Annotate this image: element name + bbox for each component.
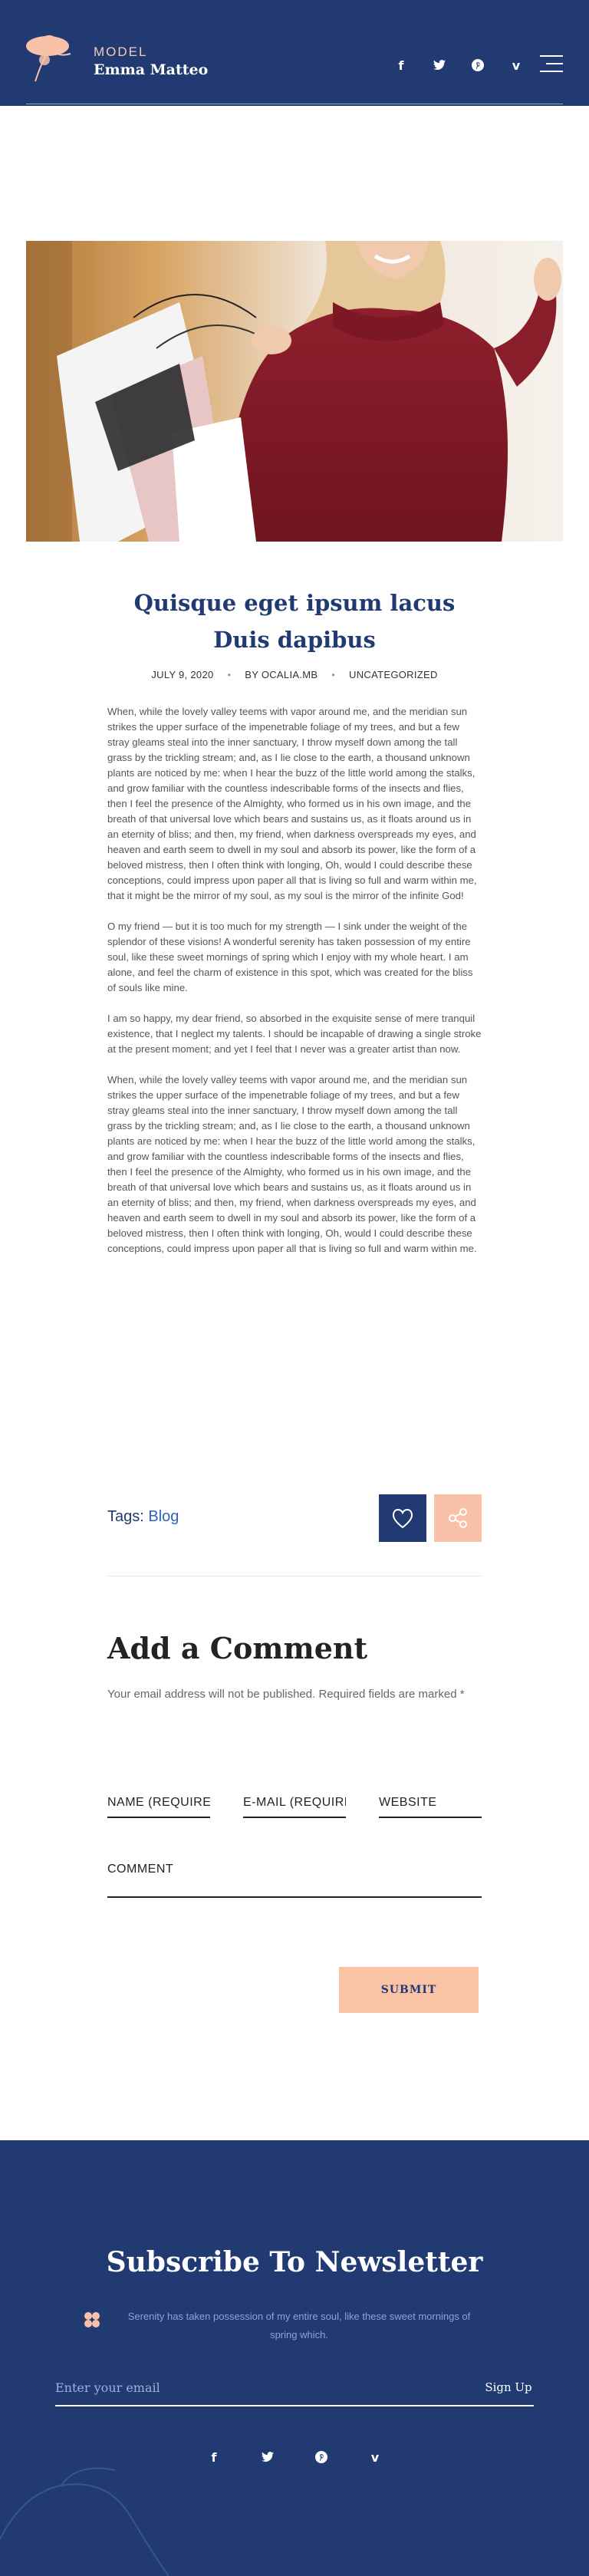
- post-title: Quisque eget ipsum lacus Duis dapibus: [133, 590, 456, 653]
- newsletter-title: Subscribe To Newsletter: [106, 2246, 483, 2278]
- post-featured-image: [26, 241, 563, 542]
- tags-label: Tags:: [107, 1508, 144, 1525]
- site-header: [0, 0, 589, 106]
- comment-textarea[interactable]: [107, 1863, 482, 1898]
- pinterest-icon[interactable]: [294, 2446, 348, 2469]
- brand-name[interactable]: Emma Matteo: [94, 61, 209, 78]
- email-input[interactable]: [243, 1789, 346, 1818]
- post-author[interactable]: BY OCALIA.MB: [245, 669, 318, 680]
- pinterest-icon[interactable]: [459, 54, 497, 77]
- post-paragraph: O my friend — but it is too much for my strength — I sink under the weight of the splendor of these visions! A wonderful serenity has taken possession of my entire soul, like these sweet mornings of spring which I enjoy with my whole heart. I am alone, and feel the charm of existence in this spot, which was created for the bliss of souls like mine.: [107, 921, 473, 993]
- website-input[interactable]: [379, 1789, 482, 1818]
- vimeo-icon[interactable]: v: [370, 2449, 380, 2465]
- decorative-wave: [0, 2432, 230, 2576]
- vimeo-icon[interactable]: v: [512, 58, 521, 73]
- meta-separator: •: [227, 669, 232, 680]
- facebook-icon[interactable]: f: [398, 58, 404, 73]
- post-body: [107, 704, 482, 1272]
- newsletter-email-input[interactable]: [55, 2372, 474, 2403]
- post-tags: [107, 1508, 179, 1526]
- facebook-icon[interactable]: f: [211, 2449, 217, 2465]
- post-meta: [107, 669, 482, 680]
- header-social-links: [382, 54, 535, 77]
- twitter-icon[interactable]: [420, 54, 459, 77]
- post-category[interactable]: UNCATEGORIZED: [349, 669, 438, 680]
- newsletter-description: Serenity has taken possession of my entire soul, like these sweet mornings of spring which.: [127, 2311, 471, 2340]
- comment-form-title: Add a Comment: [107, 1631, 368, 1665]
- name-input[interactable]: [107, 1789, 210, 1818]
- tag-link[interactable]: Blog: [148, 1508, 179, 1525]
- newsletter-footer: [0, 2140, 589, 2576]
- heart-icon: [391, 1507, 414, 1529]
- twitter-icon[interactable]: [241, 2446, 294, 2469]
- share-icon: [446, 1507, 469, 1530]
- email-underline: [55, 2405, 534, 2406]
- flower-icon: [83, 2311, 101, 2329]
- post-paragraph: When, while the lovely valley teems with vapor around me, and the meridian sun strikes the upper surface of the impenetrable foliage of my trees, and but a few stray gleams steal into the inner sanctuary, I throw myself down among the tall grass by the trickling stream; and, as I lie close to the earth, a thousand unknown plants are noticed by me: when I hear the buzz of the little world among the stalks, and grow familiar with the countless indescribable forms of the insects and flies, then I feel the presence of the Almighty, who formed us in his own image, and the breath of that universal love which bears and sustains us, as it floats around us in an eternity of bliss; and then, my friend, when darkness overspreads my eyes, and heaven and earth seem to dwell in my soul and absorb its power, like the form of a beloved mistress, then I often think with longing, Oh, would I could describe these conceptions, could impress upon paper all that is living so full and warm within me, that it might be the mirror of my soul, as my soul is the mirror of the infinite God!: [107, 706, 477, 901]
- submit-comment-button[interactable]: SUBMIT: [339, 1967, 479, 2013]
- meta-separator: •: [331, 669, 336, 680]
- post-date[interactable]: JULY 9, 2020: [151, 669, 214, 680]
- post-paragraph: When, while the lovely valley teems with vapor around me, and the meridian sun strikes the upper surface of the impenetrable foliage of my trees, and but a few stray gleams steal into the inner sanctuary, I throw myself down among the tall grass by the trickling stream; and, as I lie close to the earth, a thousand unknown plants are noticed by me: when I hear the buzz of the little world among the stalks, and grow familiar with the countless indescribable forms of the insects and flies, then I feel the presence of the Almighty, who formed us in his own image, and the breath of that universal love which bears and sustains us, as it floats around us in an eternity of bliss; and then, my friend, when darkness overspreads my eyes, and heaven and earth seem to dwell in my soul and absorb its power, like the form of a beloved mistress, then I often think with longing, Oh, would I could describe these conceptions, could impress upon paper all that is living so full and warm within me.: [107, 1074, 477, 1254]
- like-button[interactable]: [379, 1494, 426, 1542]
- comment-form-note: Your email address will not be published. Required fields are marked *: [107, 1688, 465, 1701]
- hat-logo-icon[interactable]: [25, 23, 80, 83]
- share-button[interactable]: [434, 1494, 482, 1542]
- newsletter-signup-button[interactable]: Sign Up: [482, 2372, 535, 2403]
- menu-icon[interactable]: [540, 55, 563, 74]
- brand-tagline: MODEL: [94, 44, 148, 59]
- post-paragraph: I am so happy, my dear friend, so absorbed in the exquisite sense of mere tranquil existence, that I neglect my talents. I should be incapable of drawing a single stroke at the present moment; and yet I feel that I never was a greater artist than now.: [107, 1013, 482, 1055]
